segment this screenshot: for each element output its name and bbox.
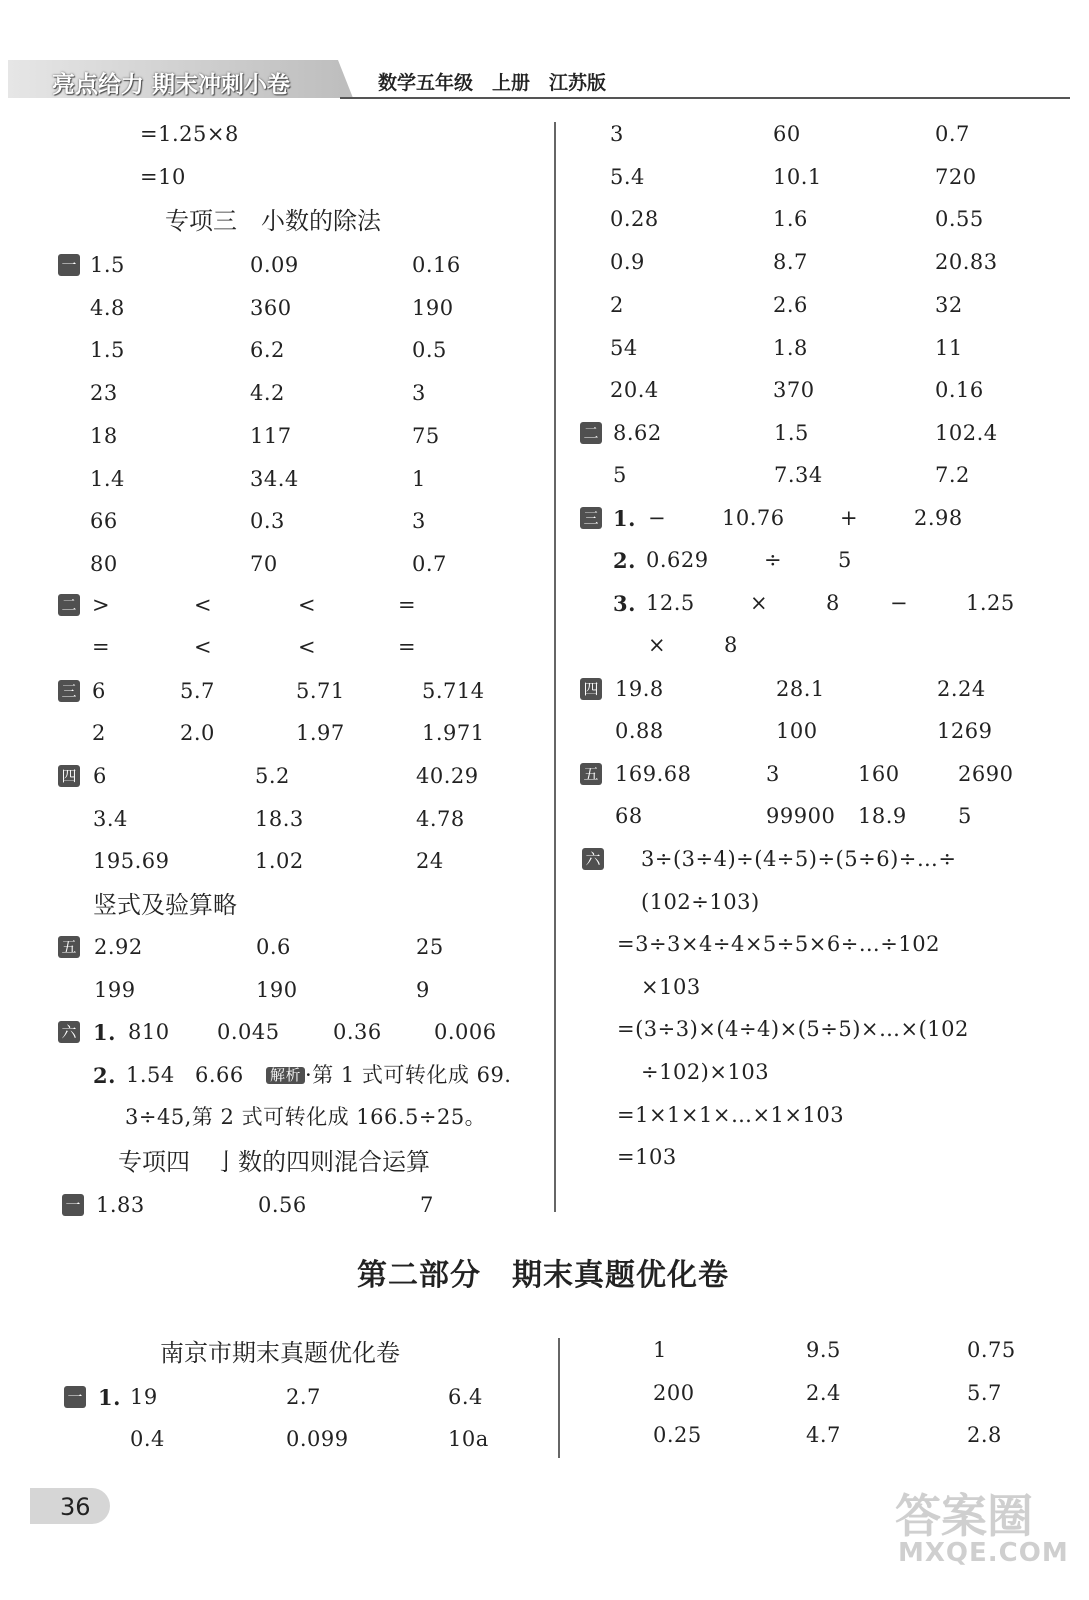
answer-cell: 0.3 [250,509,285,534]
section-marker-1: 一 [58,254,80,276]
item-number: 3. [613,591,636,616]
section-marker-2: 二 [58,594,80,616]
calc-line: ×103 [641,974,701,999]
answer-cell: 169.68 [615,762,692,786]
section-marker-4: 四 [580,678,602,700]
answer-cell: = [398,593,417,617]
answer-cell: 1.6 [773,207,808,232]
answer-cell: < [194,635,213,659]
answer-cell: 20.4 [610,378,659,403]
calc-line: =10 [140,165,186,189]
item-number: 2. [93,1063,116,1088]
answer-cell: 160 [858,762,900,786]
answer-cell: = [398,635,417,659]
answer-cell: 25 [416,935,444,959]
answer-cell: 0.7 [935,122,970,146]
answer-cell: 5.4 [610,164,645,189]
subject-label: 数学五年级 上册 江苏版 [378,72,607,94]
answer-cell: 32 [935,292,963,317]
answer-cell: 0.629 [646,548,709,572]
answer-cell: 1.971 [422,721,485,745]
answer-cell: 200 [653,1380,695,1405]
answer-cell: 4.78 [416,806,465,831]
answer-cell: 2 [92,721,106,745]
section-marker-2: 二 [580,422,602,444]
answer-cell: 19.8 [615,677,664,701]
calc-line: =1×1×1×…×1×103 [617,1102,845,1127]
answer-cell: 5.7 [180,679,215,703]
answer-cell: 18 [90,423,118,448]
answer-cell: 0.88 [615,719,664,743]
answer-cell: 1.8 [773,335,808,360]
answer-cell: 60 [773,122,801,146]
section-marker-1: 一 [64,1386,86,1408]
answer-cell: 4.7 [806,1423,841,1447]
answer-cell: 1269 [937,719,993,743]
answer-cell: 10.1 [773,164,822,189]
answer-cell: 0.75 [967,1338,1016,1362]
answer-cell: × [648,633,667,657]
answer-cell: 5.2 [255,764,290,788]
answer-cell: 2.24 [937,677,986,701]
calc-line: =(3÷3)×(4÷4)×(5÷5)×…×(102 [617,1017,969,1042]
answer-cell: < [298,635,317,659]
answer-cell: 2 [610,292,624,317]
answer-cell: = [92,635,111,659]
answer-cell: 18.3 [255,806,304,831]
answer-cell: 0.6 [256,935,291,959]
answer-cell: 1.5 [90,253,125,277]
answer-cell: 8 [826,591,840,615]
answer-cell: > [92,593,111,617]
calc-line: =103 [617,1145,677,1170]
answer-cell: 5 [958,804,972,828]
answer-cell: 720 [935,164,977,189]
answer-cell: 66 [90,509,118,534]
answer-cell: 6.66 [195,1063,244,1087]
answer-cell: 810 [128,1020,170,1044]
answer-cell: 0.25 [653,1423,702,1447]
answer-cell: 117 [250,423,292,448]
section-marker-6: 六 [58,1021,80,1043]
answer-cell: 2.98 [914,506,963,530]
item-number: 1. [613,506,636,531]
answer-cell: 1.25 [966,591,1015,615]
answer-cell: 0.9 [610,250,645,275]
answer-cell: ÷ [764,548,783,572]
answer-cell: 0.5 [412,338,447,363]
answer-cell: 18.9 [858,804,907,828]
column-divider-top [554,122,556,1212]
answer-cell: 1.4 [90,466,125,491]
answer-cell: − [648,506,667,530]
answer-cell: 80 [90,551,118,576]
answer-cell: 1.83 [96,1193,145,1217]
section4-note: 竖式及验算略 [93,891,237,919]
answer-cell: 4.8 [90,295,125,320]
answer-cell: 12.5 [646,591,695,615]
answer-cell: 6.2 [250,338,285,363]
answer-cell: 7 [420,1193,434,1217]
topic4-title: 专项四 亅数的四则混合运算 [118,1148,430,1176]
answer-cell: 1.97 [296,721,345,745]
answer-cell: 0.4 [130,1427,165,1451]
answer-cell: 8.7 [773,250,808,275]
answer-cell: 0.045 [217,1020,280,1044]
answer-cell: + [840,506,859,530]
section-marker-6: 六 [582,848,604,870]
answer-cell: 2.0 [180,721,215,745]
answer-cell: 1 [412,466,426,491]
answer-cell: 70 [250,551,278,576]
calc-line: =3÷3×4÷4×5÷5×6÷…÷102 [617,932,940,957]
answer-cell: 0.099 [286,1427,349,1451]
answer-cell: 100 [776,719,818,743]
answer-cell: 2.7 [286,1385,321,1409]
book-title: 亮点给力 期末冲刺小卷 [52,72,291,98]
answer-cell: 3 [412,509,426,534]
answer-cell: 7.2 [935,463,970,487]
answer-cell: 1.5 [774,421,809,445]
answer-cell: 6.4 [448,1385,483,1409]
explanation-tag: 解析 [266,1067,305,1084]
answer-cell: 190 [256,977,298,1002]
answer-cell: 1.02 [255,849,304,873]
answer-cell: 7.34 [774,463,823,487]
answer-cell: 9 [416,977,430,1002]
part-title: 第二部分 期末真题优化卷 [357,1258,729,1293]
answer-cell: 19 [130,1385,158,1409]
answer-cell: 3 [412,381,426,406]
answer-cell: 5.7 [967,1380,1002,1405]
explanation [266,1065,511,1086]
section-marker-3: 三 [58,680,80,702]
item-number: 1. [98,1385,121,1410]
section-marker-4: 四 [58,765,80,787]
item-number: 1. [93,1020,116,1045]
answer-cell: 2.92 [94,935,143,959]
explanation-text: 3÷45,第 2 式可转化成 166.5÷25。 [125,1105,487,1129]
answer-cell: 75 [412,423,440,448]
answer-cell: 1.54 [126,1063,175,1087]
answer-cell: 0.16 [935,378,984,403]
answer-cell: 9.5 [806,1338,841,1362]
answer-cell: 3 [766,762,780,786]
answer-cell: 34.4 [250,466,299,491]
answer-cell: 10.76 [722,506,785,530]
calc-line: ÷102)×103 [641,1060,770,1084]
answer-cell: 2.6 [773,292,808,317]
answer-cell: 23 [90,381,118,406]
answer-cell: 40.29 [416,764,479,788]
answer-cell: 360 [250,295,292,320]
answer-cell: − [890,591,909,615]
answer-cell: 1.5 [90,338,125,363]
answer-cell: 2.8 [967,1423,1002,1447]
answer-cell: 24 [416,849,444,873]
answer-cell: 3 [610,122,624,146]
calc-line: (102÷103) [641,889,760,914]
answer-cell: 6 [93,764,107,788]
item-number: 2. [613,548,636,573]
answer-cell: 2690 [958,762,1014,786]
answer-cell: 195.69 [93,849,170,873]
answer-cell: 0.09 [250,253,299,277]
answer-cell: 3.4 [93,806,128,831]
answer-cell: 5.714 [422,679,485,703]
explanation-text: ·第 1 式可转化成 69. [305,1063,512,1087]
calc-line: 3÷(3÷4)÷(4÷5)÷(5÷6)÷…÷ [641,847,957,871]
answer-cell: 199 [94,977,136,1002]
section-marker-3: 三 [580,507,602,529]
answer-cell: < [194,593,213,617]
answer-cell: 6 [92,679,106,703]
watermark: 答案圈 [895,1489,1033,1543]
answer-cell: 68 [615,804,643,828]
answer-cell: 370 [773,378,815,403]
answer-cell: 102.4 [935,421,998,445]
answer-cell: 99900 [766,804,836,828]
answer-cell: 5 [613,463,627,487]
answer-cell: × [750,591,769,615]
answer-cell: 0.56 [258,1193,307,1217]
answer-cell: 0.55 [935,207,984,232]
section-marker-1: 一 [62,1194,84,1216]
answer-cell: 20.83 [935,250,998,275]
answer-cell: 190 [412,295,454,320]
page-number: 36 [60,1493,91,1521]
answer-cell: 8 [724,633,738,657]
answer-cell: 0.16 [412,253,461,277]
answer-cell: 54 [610,335,638,360]
answer-cell: 0.006 [434,1020,497,1044]
answer-cell: 0.7 [412,551,447,576]
header-rule [340,97,1070,99]
answer-cell: 11 [935,335,963,360]
answer-cell: 0.36 [333,1020,382,1044]
section-marker-5: 五 [58,936,80,958]
exam-title: 南京市期末真题优化卷 [160,1339,400,1367]
calc-line: =1.25×8 [140,122,239,146]
section-marker-5: 五 [580,763,602,785]
answer-cell: 8.62 [613,421,662,445]
answer-cell: 5.71 [296,679,345,703]
answer-cell: < [298,593,317,617]
answer-cell: 0.28 [610,207,659,232]
watermark-url: MXQE.COM [898,1538,1069,1568]
answer-cell: 2.4 [806,1380,841,1405]
answer-cell: 28.1 [776,677,825,701]
column-divider-bottom [558,1338,560,1458]
answer-cell: 1 [653,1338,667,1362]
topic3-title: 专项三 小数的除法 [165,207,381,235]
answer-cell: 4.2 [250,381,285,406]
answer-cell: 10a [448,1427,489,1451]
answer-cell: 5 [838,548,852,572]
